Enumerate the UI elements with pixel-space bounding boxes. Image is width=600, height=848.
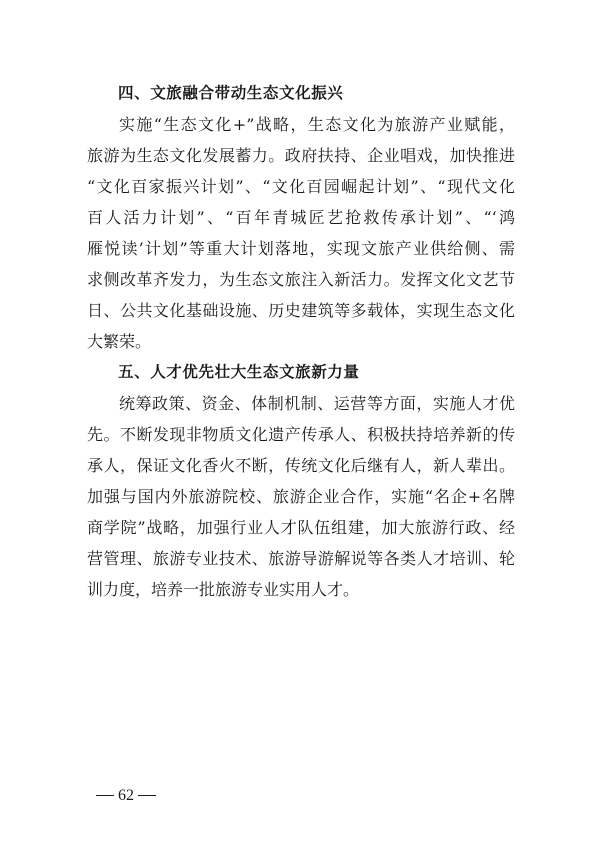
paragraph-line: 实施“生态文化+”战略，生态文化为旅游产业赋能， <box>119 115 515 134</box>
paragraph-line: 加强与国内外旅游院校、旅游企业合作，实施“名企+名牌 <box>87 487 515 506</box>
paragraph-line: 商学院”战略，加强行业人才队伍组建，加大旅游行政、经 <box>87 518 515 537</box>
paragraph-line: 先。不断发现非物质文化遗产传承人、积极扶持培养新的传 <box>87 425 515 444</box>
section-5-paragraph <box>87 388 515 605</box>
page-number <box>92 786 160 806</box>
right-dash <box>138 795 156 796</box>
left-dash <box>96 795 114 796</box>
paragraph-line: 日、公共文化基础设施、历史建筑等多载体，实现生态文化 <box>87 301 515 320</box>
paragraph-line: 承人，保证文化香火不断，传统文化后继有人，新人辈出。 <box>87 456 515 475</box>
paragraph-line: 大繁荣。 <box>87 332 152 351</box>
section-4-paragraph <box>87 109 515 357</box>
paragraph-line: 百人活力计划”、“百年青城匠艺抢救传承计划”、“‘鸿 <box>87 208 515 227</box>
paragraph-line: 雁悦读’计划”等重大计划落地，实现文旅产业供给侧、需 <box>87 239 515 258</box>
paragraph-line: 营管理、旅游专业技术、旅游导游解说等各类人才培训、轮 <box>87 549 515 568</box>
paragraph-line: 旅游为生态文化发展蓄力。政府扶持、企业唱戏，加快推进 <box>87 146 515 165</box>
section-4-heading: 四、文旅融合带动生态文化振兴 <box>118 84 344 102</box>
paragraph-line: 训力度，培养一批旅游专业实用人才。 <box>87 580 360 599</box>
document-page <box>87 78 515 605</box>
section-5-heading: 五、人才优先壮大生态文旅新力量 <box>118 363 360 381</box>
page-number-value: 62 <box>118 787 134 804</box>
paragraph-line: 求侧改革齐发力，为生态文旅注入新活力。发挥文化文艺节 <box>87 270 515 289</box>
paragraph-line: 统筹政策、资金、体制机制、运营等方面，实施人才优 <box>119 394 515 413</box>
paragraph-line: “文化百家振兴计划”、“文化百园崛起计划”、“现代文化 <box>87 177 515 196</box>
